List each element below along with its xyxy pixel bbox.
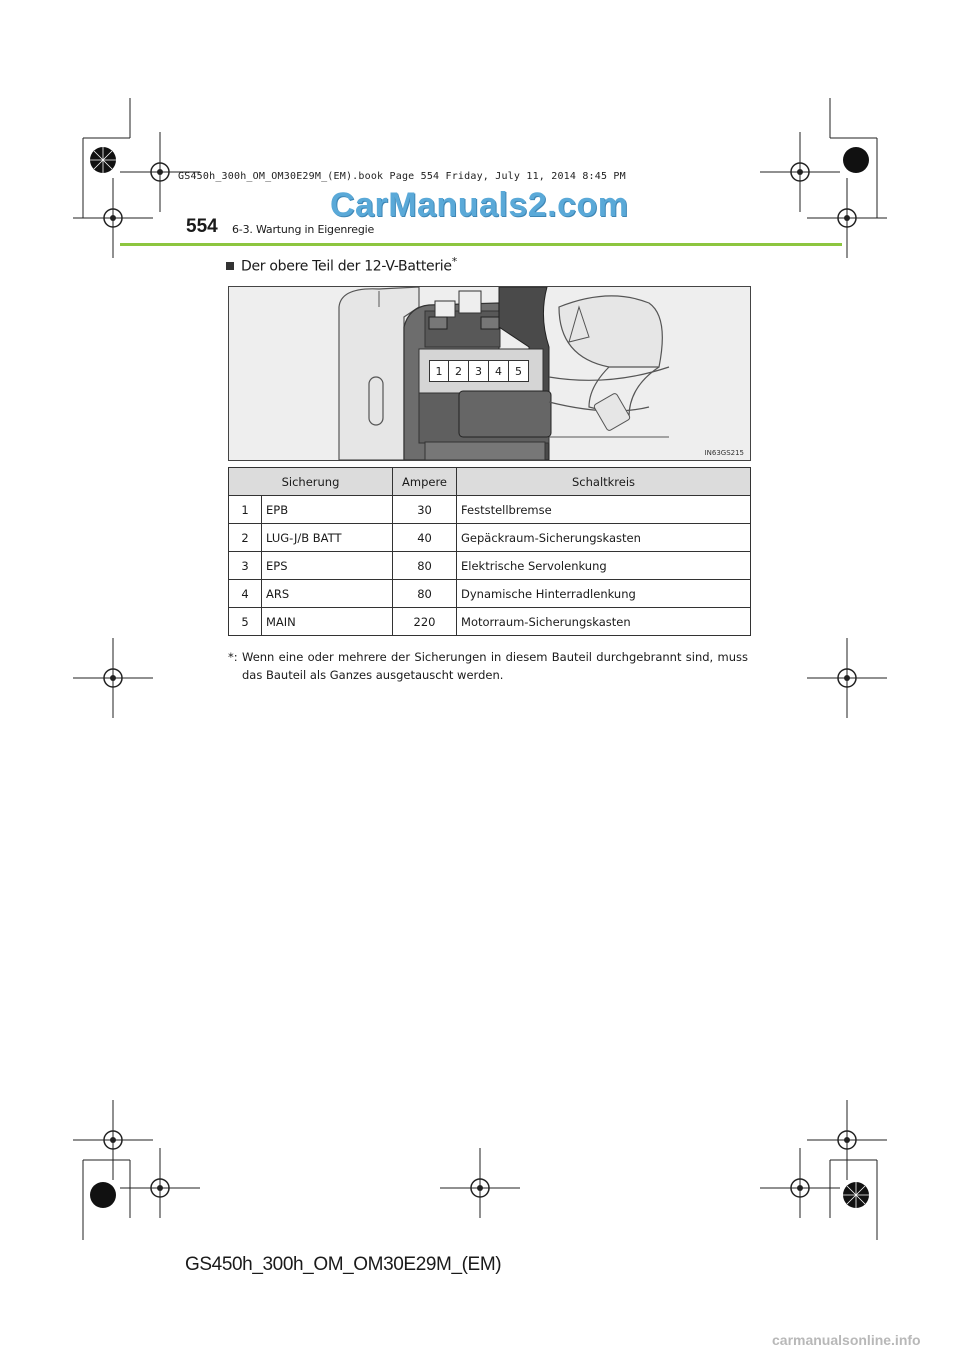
column-header-fuse: Sicherung [229,468,393,496]
fuse-number: 4 [229,580,262,608]
table-row [229,580,751,608]
table-row [229,608,751,636]
fuse-name: EPS [262,552,393,580]
fuse-table [228,467,751,636]
book-metadata: GS450h_300h_OM_OM30E29M_(EM).book Page 554 Friday, July 11, 2014 8:45 PM [178,171,626,182]
fuse-circuit: Gepäckraum-Sicherungskasten [457,524,751,552]
section-heading [226,255,457,275]
fuse-number: 3 [229,552,262,580]
fuse-diagram [228,286,751,461]
table-header-row [229,468,751,496]
fuse-label: 1 [429,360,449,382]
header-rule [120,243,842,246]
fuse-label: 4 [489,360,509,382]
fuse-name: EPB [262,496,393,524]
footnote-marker: *: [228,650,238,664]
fuse-circuit: Dynamische Hinterradlenkung [457,580,751,608]
column-header-ampere: Ampere [393,468,457,496]
page-number: 554 [186,216,218,237]
footer-site-watermark[interactable]: carmanualsonline.info [772,1332,921,1348]
fuse-ampere: 40 [393,524,457,552]
section-title: 6-3. Wartung in Eigenregie [232,223,375,236]
watermark-logo[interactable]: CarManuals2.com [330,186,629,224]
fuse-ampere: 80 [393,580,457,608]
fuse-number: 2 [229,524,262,552]
figure-id: IN63GS215 [704,449,744,457]
fuse-circuit: Feststellbremse [457,496,751,524]
fuse-label-strip [429,360,529,382]
fuse-ampere: 30 [393,496,457,524]
heading-text: Der obere Teil der 12-V-Batterie [241,258,452,275]
footer-document-code: GS450h_300h_OM_OM30E29M_(EM) [185,1254,502,1275]
fuse-ampere: 80 [393,552,457,580]
table-row [229,552,751,580]
fuse-name: MAIN [262,608,393,636]
fuse-number: 1 [229,496,262,524]
fuse-circuit: Motorraum-Sicherungskasten [457,608,751,636]
fuse-circuit: Elektrische Servolenkung [457,552,751,580]
footnote [228,648,748,684]
square-bullet-icon [226,262,234,270]
fuse-label: 2 [449,360,469,382]
column-header-circuit: Schaltkreis [457,468,751,496]
heading-footnote-marker: * [451,255,457,268]
fuse-label: 3 [469,360,489,382]
fuse-name: ARS [262,580,393,608]
footnote-text: Wenn eine oder mehrere der Sicherungen in diesem Bauteil durchgebrannt sind, muss das Bauteil als Ganzes ausgetauscht werden. [242,650,748,682]
table-row [229,496,751,524]
fuse-ampere: 220 [393,608,457,636]
fuse-number: 5 [229,608,262,636]
fuse-label: 5 [509,360,529,382]
table-row [229,524,751,552]
fuse-name: LUG-J/B BATT [262,524,393,552]
